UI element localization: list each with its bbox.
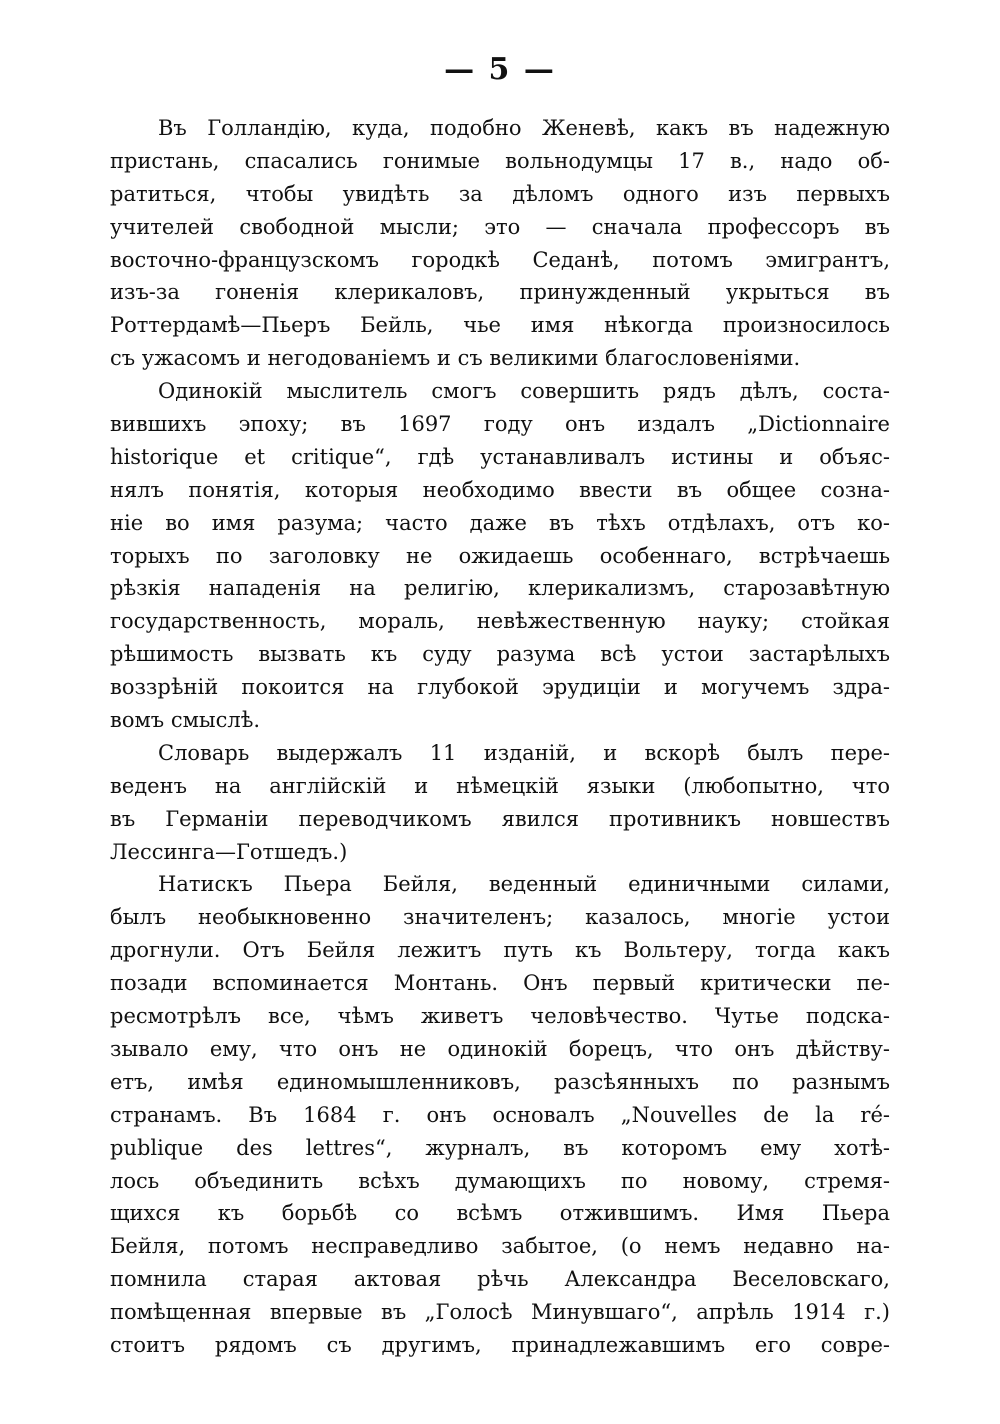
text-line: странамъ. Въ 1684 г. онъ основалъ „Nouvelles de la ré- [110, 1102, 890, 1127]
text-line: нялъ понятія, которыя необходимо ввести въ общее созна- [110, 477, 890, 502]
text-line: лось объединить всѣхъ думающихъ по новому, стремя- [110, 1168, 890, 1193]
body-text [110, 112, 890, 1362]
text-line: Натискъ Пьера Бейля, веденный единичными силами, [158, 872, 890, 897]
text-line: изъ-за гоненія клерикаловъ, принужденный укрыться въ [110, 280, 890, 305]
text-line: воззрѣній покоится на глубокой эрудиціи и могучемъ здра- [110, 675, 890, 700]
text-line: учителей свободной мысли; это — сначала профессоръ въ [110, 214, 890, 239]
text-line: рѣзкія нападенія на религію, клерикализмъ, старозавѣтную [110, 576, 890, 601]
text-line: помѣщенная впервые въ „Голосѣ Минувшаго“, апрѣль 1914 г.) [110, 1300, 890, 1325]
text-line: дрогнули. Отъ Бейля лежитъ путь къ Вольтеру, тогда какъ [110, 938, 890, 963]
text-line: Роттердамѣ—Пьеръ Бейль, чье имя нѣкогда произносилось [110, 313, 890, 338]
text-line: Одинокій мыслитель смогъ совершить рядъ дѣлъ, соста- [158, 379, 890, 404]
text-line: съ ужасомъ и негодованіемъ и съ великими благословеніями. [110, 346, 801, 371]
text-line: рѣшимость вызвать къ суду разума всѣ устои застарѣлыхъ [110, 642, 890, 667]
text-line: въ Германіи переводчикомъ явился противникъ новшествъ [110, 806, 890, 831]
text-line: ресмотрѣлъ все, чѣмъ живетъ человѣчество. Чутье подска- [110, 1004, 890, 1029]
text-line: вомъ смыслѣ. [110, 708, 261, 733]
text-line: publique des lettres“, журналъ, въ которомъ ему хотѣ- [110, 1135, 890, 1160]
text-line: государственность, мораль, невѣжественную науку; стойкая [110, 609, 890, 634]
text-line: етъ, имѣя единомышленниковъ, разсѣянныхъ по разнымъ [110, 1069, 890, 1094]
text-line: Бейля, потомъ несправедливо забытое, (о немъ недавно на- [110, 1234, 890, 1259]
text-line: восточно-французскомъ городкѣ Седанѣ, потомъ эмигрантъ, [110, 247, 890, 272]
text-line: Лессинга—Готшедъ.) [110, 839, 348, 864]
text-line: historique et critique“, гдѣ устанавливалъ истины и объяс- [110, 444, 890, 469]
text-line: Въ Голландію, куда, подобно Женевѣ, какъ въ надежную [158, 116, 890, 140]
text-line: позади вспоминается Монтань. Онъ первый критически пе- [110, 971, 890, 996]
text-line: торыхъ по заголовку не ожидаешь особеннаго, встрѣчаешь [110, 543, 890, 568]
text-line: помнила старая актовая рѣчь Александра Веселовскаго, [110, 1267, 890, 1292]
text-line: былъ необыкновенно значителенъ; казалось, многіе устои [110, 905, 890, 930]
text-line: ратиться, чтобы увидѣть за дѣломъ одного изъ первыхъ [110, 181, 890, 206]
text-line: вившихъ эпоху; въ 1697 году онъ издалъ „Dictionnaire [110, 412, 890, 437]
text-line: веденъ на англійскій и нѣмецкій языки (любопытно, что [110, 773, 890, 798]
text-line: Словарь выдержалъ 11 изданій, и вскорѣ былъ пере- [158, 740, 890, 765]
text-line: пристань, спасались гонимые вольнодумцы 17 в., надо об- [110, 148, 890, 173]
page-number: — 5 — [444, 52, 556, 87]
text-line: зывало ему, что онъ не одинокій борецъ, что онъ дѣйству- [110, 1036, 890, 1061]
text-line: щихся къ борьбѣ со всѣмъ отжившимъ. Имя Пьера [110, 1201, 890, 1226]
text-line: ніе во имя разума; часто даже въ тѣхъ отдѣлахъ, отъ ко- [110, 510, 890, 535]
text-line: стоитъ рядомъ съ другимъ, принадлежавшимъ его совре- [110, 1332, 890, 1357]
